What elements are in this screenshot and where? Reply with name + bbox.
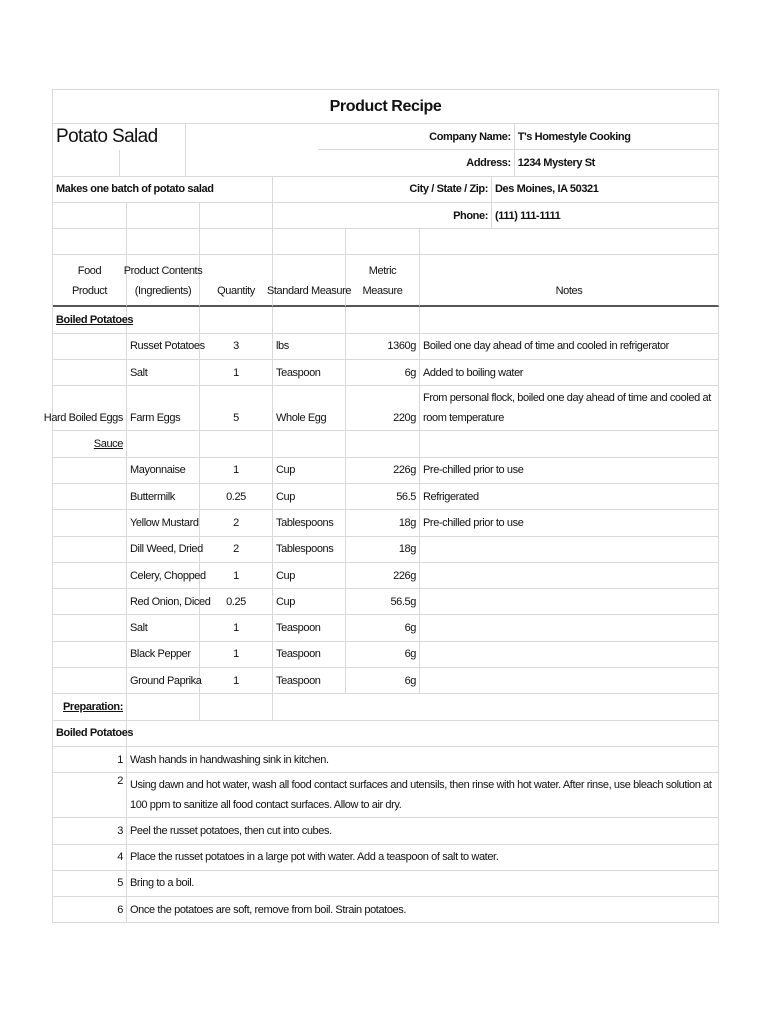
table-row (53, 642, 719, 668)
quantity-cell[interactable]: 1 (200, 668, 273, 694)
standard-measure-cell[interactable]: Cup (273, 563, 346, 589)
prep-section-label[interactable]: Boiled Potatoes (53, 721, 127, 747)
ingredient-cell[interactable]: Mayonnaise (127, 458, 200, 484)
metric-measure-cell[interactable]: 6g (346, 668, 420, 694)
city-label[interactable]: City / State / Zip: (273, 177, 492, 203)
city-value[interactable]: Des Moines, IA 50321 (492, 177, 719, 203)
notes-cell[interactable] (420, 537, 719, 563)
notes-cell[interactable] (420, 563, 719, 589)
metric-measure-cell[interactable]: 56.5g (346, 589, 420, 615)
step-number: 3 (53, 818, 127, 844)
step-text[interactable]: Using dawn and hot water, wash all food contact surfaces and utensils, then rinse with hot water. After rinse, use bleach solution at 100 ppm to sanitize all food contact surfaces. Allow to air dry. (127, 773, 719, 818)
metric-measure-cell[interactable]: 226g (346, 458, 420, 484)
ingredient-cell[interactable]: Buttermilk (127, 484, 200, 510)
section-row-sauce (53, 431, 719, 457)
address-value[interactable]: 1234 Mystery St (515, 150, 719, 176)
header-standard-measure[interactable]: Standard Measure (273, 255, 346, 307)
quantity-cell[interactable]: 5 (200, 386, 273, 431)
step-text[interactable]: Place the russet potatoes in a large pot with water. Add a teaspoon of salt to water. (127, 845, 719, 871)
table-row (53, 589, 719, 615)
preparation-steps (53, 747, 719, 923)
recipe-description[interactable]: Makes one batch of potato salad (53, 177, 273, 203)
ingredient-cell[interactable]: Salt (127, 360, 200, 386)
ingredient-cell[interactable]: Farm Eggs (127, 386, 200, 431)
column-header-row (53, 255, 719, 307)
table-row (53, 537, 719, 563)
header-product-contents[interactable]: Product Contents (Ingredients) (127, 255, 200, 307)
quantity-cell[interactable]: 0.25 (200, 484, 273, 510)
recipe-sheet (43, 89, 719, 923)
table-row (53, 615, 719, 641)
table-row-eggs (43, 386, 719, 431)
standard-measure-cell[interactable]: Cup (273, 589, 346, 615)
header-metric-measure[interactable]: Metric Measure (346, 255, 420, 307)
metric-measure-cell[interactable]: 220g (346, 386, 420, 431)
section-row-preparation (53, 694, 719, 720)
step-row (53, 773, 719, 818)
header-row-4 (53, 203, 719, 229)
ingredient-cell[interactable]: Black Pepper (127, 642, 200, 668)
metric-measure-cell[interactable]: 18g (346, 510, 420, 536)
table-row (53, 334, 719, 360)
metric-measure-cell[interactable]: 226g (346, 563, 420, 589)
header-food-product[interactable]: Food Product (53, 255, 127, 307)
metric-measure-cell[interactable]: 56.5 (346, 484, 420, 510)
notes-cell[interactable]: Added to boiling water (420, 360, 719, 386)
title-row (53, 90, 719, 124)
section-label-sauce[interactable]: Sauce (53, 431, 127, 457)
table-row (53, 458, 719, 484)
phone-value[interactable]: (111) 111-1111 (492, 203, 719, 229)
quantity-cell[interactable]: 0.25 (200, 589, 273, 615)
metric-measure-cell[interactable]: 18g (346, 537, 420, 563)
step-number: 5 (53, 871, 127, 897)
ingredient-cell[interactable]: Dill Weed, Dried (127, 537, 200, 563)
spacer-row (53, 229, 719, 255)
ingredient-cell[interactable]: Salt (127, 615, 200, 641)
standard-measure-cell[interactable]: Teaspoon (273, 668, 346, 694)
page-title[interactable]: Product Recipe (53, 90, 719, 124)
ingredient-cell[interactable]: Ground Paprika (127, 668, 200, 694)
notes-cell[interactable]: Pre-chilled prior to use (420, 458, 719, 484)
standard-measure-cell[interactable]: lbs (273, 334, 346, 360)
step-text[interactable]: Peel the russet potatoes, then cut into cubes. (127, 818, 719, 844)
step-text[interactable]: Wash hands in handwashing sink in kitchen. (127, 747, 719, 773)
step-row (53, 897, 719, 923)
quantity-cell[interactable]: 2 (200, 510, 273, 536)
ingredient-cell[interactable]: Red Onion, Diced (127, 589, 200, 615)
step-number: 6 (53, 897, 127, 923)
table-row (53, 668, 719, 694)
notes-cell[interactable] (420, 642, 719, 668)
standard-measure-cell[interactable]: Teaspoon (273, 642, 346, 668)
section-row-boiled-potatoes (53, 307, 719, 333)
quantity-cell[interactable]: 1 (200, 642, 273, 668)
standard-measure-cell[interactable]: Teaspoon (273, 360, 346, 386)
metric-measure-cell[interactable]: 6g (346, 642, 420, 668)
address-label[interactable]: Address: (252, 150, 514, 176)
standard-measure-cell[interactable]: Tablespoons (273, 537, 346, 563)
step-row (53, 871, 719, 897)
notes-cell[interactable]: Pre-chilled prior to use (420, 510, 719, 536)
step-text[interactable]: Once the potatoes are soft, remove from boil. Strain potatoes. (127, 897, 719, 923)
step-row (53, 845, 719, 871)
section-label-hard-boiled-eggs[interactable]: Hard Boiled Eggs (53, 386, 127, 431)
step-number: 4 (53, 845, 127, 871)
notes-cell[interactable] (420, 615, 719, 641)
company-name-label[interactable]: Company Name: (318, 124, 515, 150)
ingredient-cell[interactable]: Yellow Mustard (127, 510, 200, 536)
standard-measure-cell[interactable]: Cup (273, 458, 346, 484)
standard-measure-cell[interactable]: Whole Egg (273, 386, 346, 431)
standard-measure-cell[interactable]: Cup (273, 484, 346, 510)
sauce-rows (53, 458, 719, 695)
metric-measure-cell[interactable]: 1360g (346, 334, 420, 360)
section-label-boiled-potatoes[interactable]: Boiled Potatoes (53, 307, 127, 333)
section-row-prep-boiled-potatoes (53, 721, 719, 747)
header-row-1 (53, 124, 719, 150)
header-row-2 (53, 150, 719, 176)
header-quantity[interactable]: Quantity (200, 255, 273, 307)
notes-cell[interactable] (420, 668, 719, 694)
header-notes[interactable]: Notes (420, 255, 719, 307)
table-row (53, 360, 719, 386)
standard-measure-cell[interactable]: Tablespoons (273, 510, 346, 536)
notes-cell[interactable] (420, 589, 719, 615)
quantity-cell[interactable]: 1 (200, 458, 273, 484)
metric-measure-cell[interactable]: 6g (346, 360, 420, 386)
ingredient-cell[interactable]: Celery, Chopped (127, 563, 200, 589)
step-row (53, 818, 719, 844)
ingredient-cell[interactable]: Russet Potatoes (127, 334, 200, 360)
notes-cell[interactable]: Boiled one day ahead of time and cooled in refrigerator (420, 334, 719, 360)
quantity-cell[interactable]: 1 (200, 563, 273, 589)
table-row (53, 484, 719, 510)
section-label-preparation[interactable]: Preparation: (53, 694, 127, 720)
quantity-cell[interactable]: 2 (200, 537, 273, 563)
recipe-name[interactable]: Potato Salad (53, 124, 186, 150)
metric-measure-cell[interactable]: 6g (346, 615, 420, 641)
table-row (53, 510, 719, 536)
header-row-3 (53, 177, 719, 203)
quantity-cell[interactable]: 1 (200, 615, 273, 641)
step-number: 2 (53, 773, 127, 818)
notes-cell[interactable]: Refrigerated (420, 484, 719, 510)
standard-measure-cell[interactable]: Teaspoon (273, 615, 346, 641)
step-row (53, 747, 719, 773)
quantity-cell[interactable]: 1 (200, 360, 273, 386)
table-row (53, 563, 719, 589)
phone-label[interactable]: Phone: (273, 203, 492, 229)
notes-cell[interactable]: From personal flock, boiled one day ahead of time and cooled at room temperature (420, 386, 719, 431)
step-text[interactable]: Bring to a boil. (127, 871, 719, 897)
quantity-cell[interactable]: 3 (200, 334, 273, 360)
company-name-value[interactable]: T's Homestyle Cooking (515, 124, 719, 150)
step-number: 1 (53, 747, 127, 773)
